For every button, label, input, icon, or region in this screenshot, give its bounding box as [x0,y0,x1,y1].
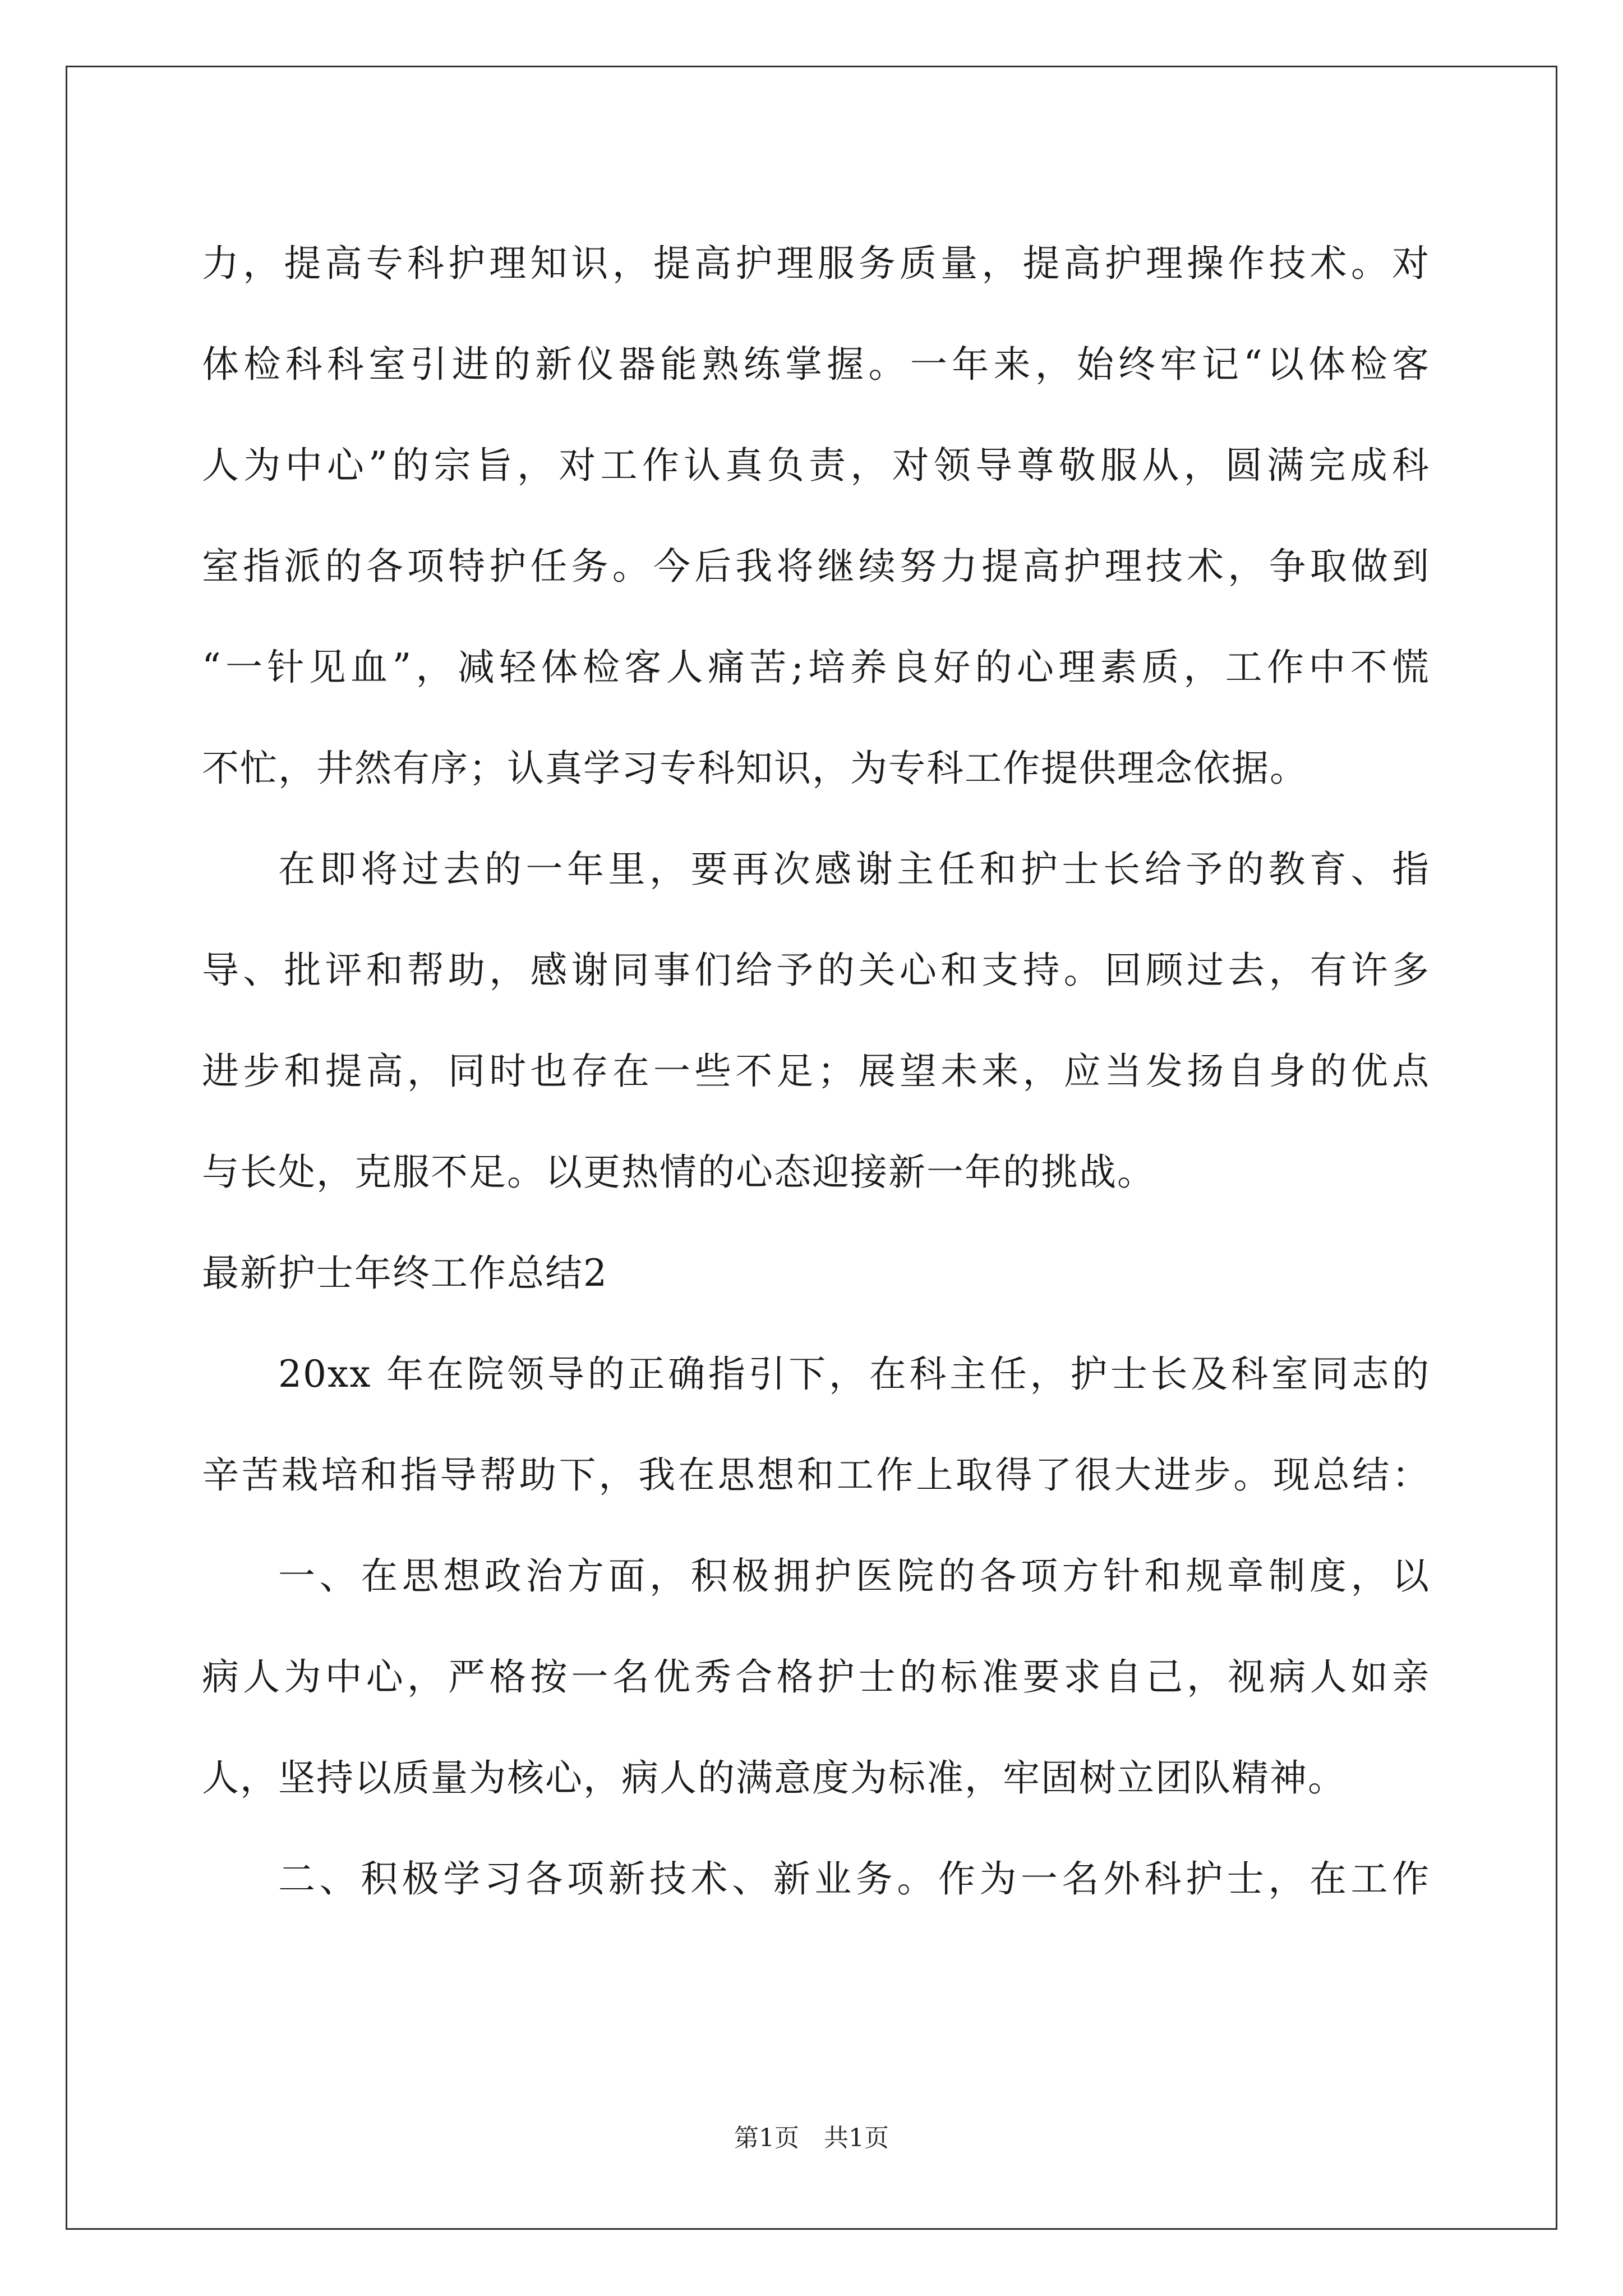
paragraph-first-line: 20xx 年在院领导的正确指引下，在科主任，护士长及科室同志的 [278,1352,1430,1396]
body-line: “一针见血”，减轻体检客人痛苦;培养良好的心理素质，工作中不慌 [202,646,1430,689]
page-number-footer: 第1页 共1页 [734,2124,889,2152]
body-line: 人为中心”的宗旨，对工作认真负责，对领导尊敬服从，圆满完成科 [202,444,1430,487]
body-line: 导、批评和帮助，感谢同事们给予的关心和支持。回顾过去，有许多 [202,949,1430,992]
body-line: 进步和提高，同时也存在一些不足；展望未来，应当发扬自身的优点 [202,1050,1430,1093]
body-line: 人，坚持以质量为核心，病人的满意度为标准，牢固树立团队精神。 [202,1756,1346,1800]
body-line: 体检科科室引进的新仪器能熟练掌握。一年来，始终牢记“以体检客 [202,343,1430,386]
body-line: 力，提高专科护理知识，提高护理服务质量，提高护理操作技术。对 [202,242,1430,285]
section-heading: 最新护士年终工作总结2 [202,1251,608,1295]
body-line: 与长处，克服不足。以更热情的心态迎接新一年的挑战。 [202,1151,1155,1194]
body-line: 辛苦栽培和指导帮助下，我在思想和工作上取得了很大进步。现总结： [202,1453,1430,1497]
body-line: 不忙，井然有序；认真学习专科知识，为专科工作提供理念依据。 [202,747,1308,790]
paragraph-first-line: 二、积极学习各项新技术、新业务。作为一名外科护士，在工作 [278,1857,1430,1901]
body-line: 病人为中心，严格按一名优秀合格护士的标准要求自己，视病人如亲 [202,1655,1430,1699]
paragraph-first-line: 在即将过去的一年里，要再次感谢主任和护士长给予的教育、指 [278,848,1430,891]
paragraph-first-line: 一、在思想政治方面，积极拥护医院的各项方针和规章制度，以 [278,1554,1430,1598]
document-body [202,213,1430,1930]
body-line: 室指派的各项特护任务。今后我将继续努力提高护理技术，争取做到 [202,545,1430,588]
